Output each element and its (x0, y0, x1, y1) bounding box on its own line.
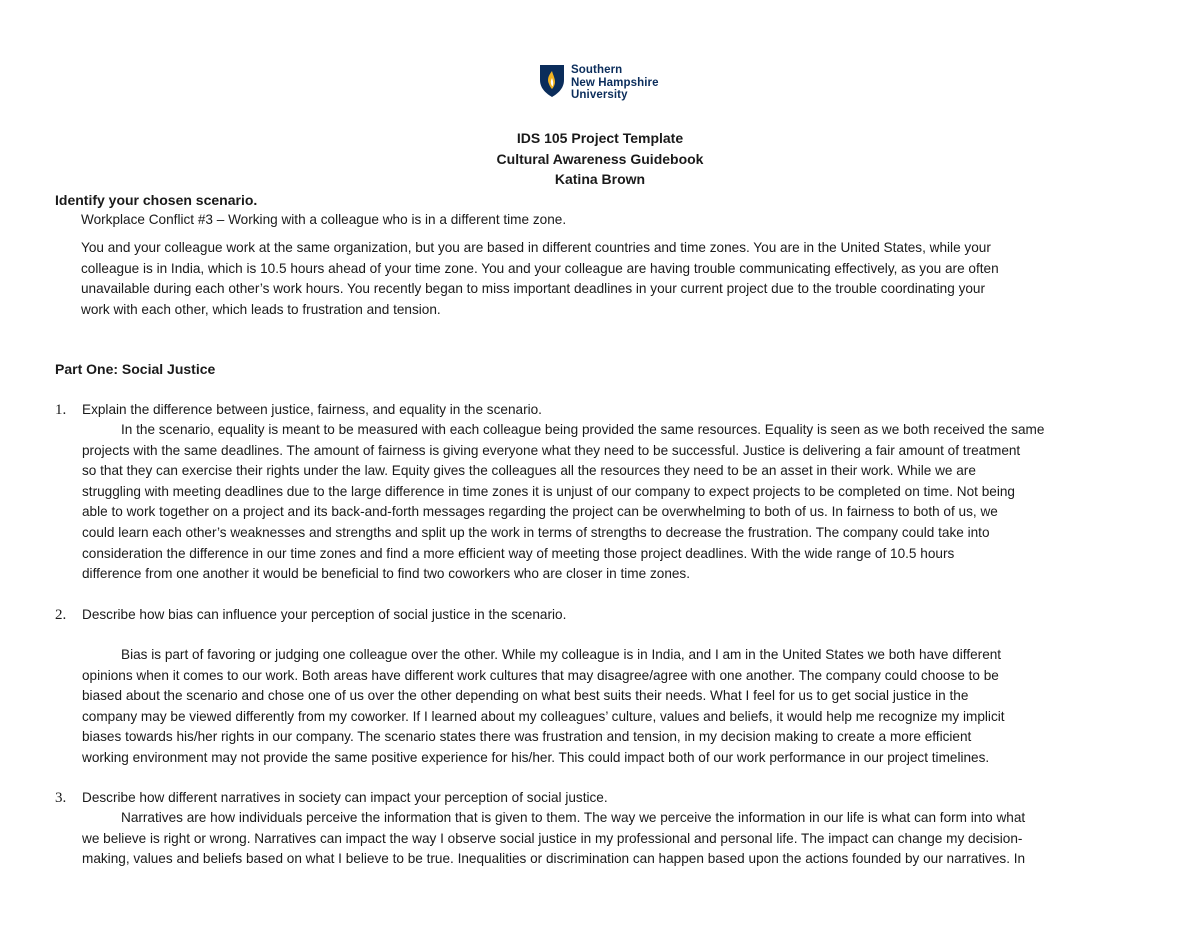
answer-line: In the scenario, equality is meant to be measured with each colleague being provided the same resources. Equality is seen as we both received the same (121, 422, 1045, 437)
answer-2 (82, 645, 1005, 769)
question-number: 2. (55, 607, 67, 623)
scenario-description (81, 238, 999, 320)
question-number: 1. (55, 402, 67, 418)
document-title (0, 128, 1200, 190)
answer-line: company may be viewed differently from my coworker. If I learned about my colleagues’ culture, values and beliefs, it would help me recognize my implicit (82, 708, 1005, 724)
snhu-shield-icon (539, 64, 565, 98)
answer-line: consideration the difference in our time zones and find a more efficient way of meeting those project deadlines. With the wide range of 10.5 hours (82, 545, 955, 561)
scenario-line: colleague is in India, which is 10.5 hours ahead of your time zone. You and your colleague are having trouble communicating effectively, as you are often (81, 260, 999, 276)
scenario-line: You and your colleague work at the same organization, but you are based in different countries and time zones. You are in the United States, while your (81, 240, 991, 255)
part-one-heading: Part One: Social Justice (55, 361, 216, 377)
logo-line-3: University (571, 89, 628, 101)
answer-3 (82, 808, 1025, 870)
scenario-line: unavailable during each other’s work hours. You recently began to miss important deadlines in your current project due to the trouble coordinating your (81, 281, 986, 297)
answer-line: Narratives are how individuals perceive the information that is given to them. The way we perceive the information in our life is what can form into what (121, 810, 1026, 825)
answer-line: biased about the scenario and chose one of us over the other depending on what best suits their needs. What I feel for us to get social justice in the (82, 688, 969, 704)
answer-line: we believe is right or wrong. Narratives can impact the way I observe social justice in my professional and personal life. The impact can change my decision- (82, 830, 1023, 846)
question-1 (55, 400, 542, 421)
answer-line: making, values and beliefs based on what I believe to be true. Inequalities or discrimination can happen based upon the actions founded by our narratives. In (82, 851, 1026, 867)
scenario-heading: Identify your chosen scenario. (55, 192, 258, 208)
answer-line: struggling with meeting deadlines due to the large difference in time zones it is unjust of our company to expect projects to be completed on time. Not being (82, 483, 1015, 499)
answer-line: opinions when it comes to our work. Both areas have different work cultures that may disagree/agree with one another. The company could choose to be (82, 667, 999, 683)
scenario-summary-text: Workplace Conflict #3 – Working with a colleague who is in a different time zone. (81, 212, 567, 227)
answer-line: could learn each other’s weaknesses and strengths and split up the work in terms of strengths to decrease the frustration. The company could take into (82, 524, 990, 540)
title-course: IDS 105 Project Template (516, 130, 684, 146)
answer-line: biases towards his/her rights in our company. The scenario states there was frustration and tension, in my decision making to create a more efficient (82, 729, 972, 745)
answer-line: difference from one another it would be beneficial to find two coworkers who are closer in time zones. (82, 566, 691, 582)
title-guidebook: Cultural Awareness Guidebook (496, 150, 704, 167)
answer-line: Bias is part of favoring or judging one colleague over the other. While my colleague is in India, and I am in the United States we both have different (121, 647, 1002, 662)
logo-line-2: New Hampshire (571, 76, 659, 89)
answer-line: working environment may not provide the same positive experience for his/her. This could impact both of our work performance in our project timelines. (82, 749, 990, 765)
question-prompt: Explain the difference between justice, fairness, and equality in the scenario. (82, 402, 542, 417)
question-3 (55, 788, 608, 809)
scenario-summary (81, 210, 566, 231)
logo-line-1: Southern (571, 64, 623, 76)
scenario-line: work with each other, which leads to frustration and tension. (81, 301, 441, 317)
answer-line: projects with the same deadlines. The amount of fairness is giving everyone what they need to be successful. Justice is delivering a fair amount of treatment (82, 442, 1021, 458)
snhu-logo (539, 64, 659, 102)
answer-1 (82, 420, 1044, 585)
question-2 (55, 605, 566, 626)
answer-line: so that they can exercise their rights under the law. Equity gives the colleagues all the resources they need to be an asset in their work. While we are (82, 463, 976, 479)
title-author: Katina Brown (554, 171, 646, 187)
question-number: 3. (55, 790, 67, 806)
question-prompt: Describe how different narratives in society can impact your perception of social justice. (82, 790, 608, 805)
answer-line: able to work together on a project and its back-and-forth messages regarding the project can be overwhelming to both of us. In fairness to both of us, we (82, 504, 998, 520)
snhu-wordmark (571, 64, 659, 102)
question-prompt: Describe how bias can influence your perception of social justice in the scenario. (82, 607, 567, 622)
